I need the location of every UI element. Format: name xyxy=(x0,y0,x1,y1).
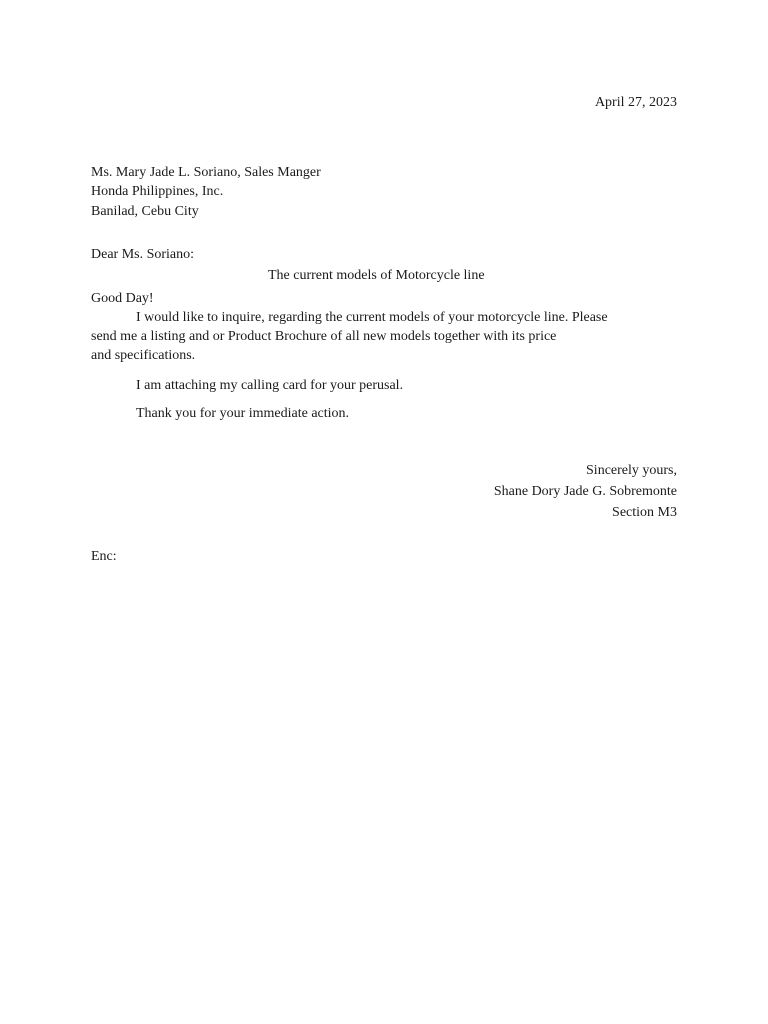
salutation: Dear Ms. Soriano: xyxy=(91,247,195,262)
subject-line: The current models of Motorcycle line xyxy=(268,268,485,283)
recipient-company: Honda Philippines, Inc. xyxy=(91,184,224,199)
body-paragraph-2: I am attaching my calling card for your perusal. xyxy=(136,378,404,393)
recipient-address: Banilad, Cebu City xyxy=(91,204,199,219)
recipient-name-title: Ms. Mary Jade L. Soriano, Sales Manger xyxy=(91,165,321,180)
complimentary-close: Sincerely yours, xyxy=(586,463,677,478)
enclosure-notation: Enc: xyxy=(91,549,117,564)
body-paragraph-1-line-2: send me a listing and or Product Brochure of all new models together with its price xyxy=(91,329,557,344)
letter-date: April 27, 2023 xyxy=(594,95,677,110)
sender-name: Shane Dory Jade G. Sobremonte xyxy=(493,484,677,499)
greeting: Good Day! xyxy=(91,291,154,306)
body-paragraph-1-line-3: and specifications. xyxy=(91,348,196,363)
sender-section: Section M3 xyxy=(612,505,677,520)
body-paragraph-3: Thank you for your immediate action. xyxy=(136,406,350,421)
body-paragraph-1-line-1: I would like to inquire, regarding the current models of your motorcycle line. Please xyxy=(136,310,608,325)
